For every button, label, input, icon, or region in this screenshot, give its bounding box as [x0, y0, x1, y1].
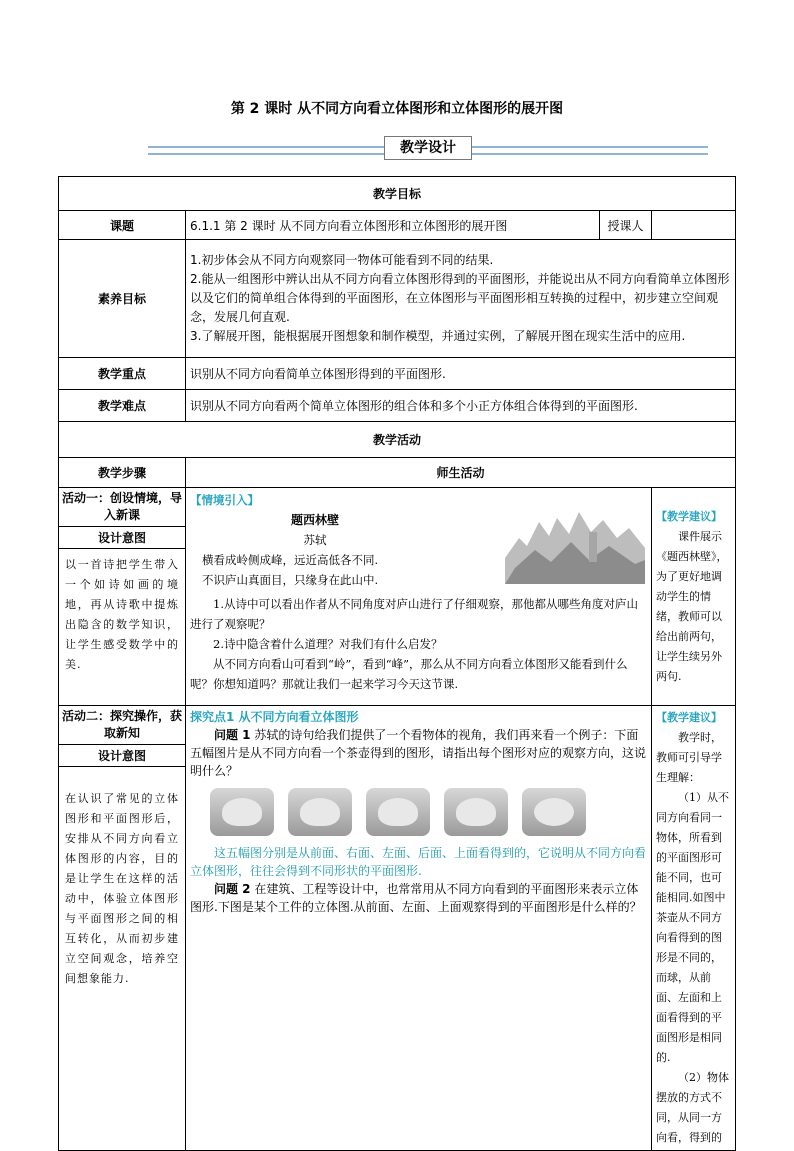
teapot-views: [210, 788, 647, 836]
teacher-label: 授课人: [600, 211, 652, 240]
poem-line: 横看成岭侧成峰，远近高低各不同.: [202, 553, 379, 567]
suggestion-tag: 【教学建议】: [656, 509, 722, 523]
key-point-value: 识别从不同方向看简单立体图形得到的平面图形.: [186, 358, 736, 390]
suggestion-text: 课件展示《题西林壁》，为了更好地调动学生的情绪，教师可以给出前两句，让学生续另外两句.: [656, 529, 728, 683]
suggestion-point-2: （2）物体摆放的方式不同，从同一方向看，得到的: [656, 1071, 729, 1144]
teapot-back-image: [444, 788, 508, 836]
content-label: 师生活动: [186, 458, 736, 488]
literacy-label: 素养目标: [59, 240, 186, 358]
question-3: 从不同方向看山可看到“岭”，看到“峰”，那么从不同方向看立体图形又能看到什么呢？你想知道吗？那就让我们一起来学习今天这节课.: [190, 657, 628, 691]
problem-2-text: 在建筑、工程等设计中，也常常用从不同方向看到的平面图形来表示立体图形.下图是某个工件的立体图.从前面、左面、上面观察得到的平面图形是什么样的？: [190, 882, 642, 914]
step-label: 教学步骤: [59, 458, 186, 488]
problem-1-text: 苏轼的诗句给我们提供了一个看物体的视角，我们再来看一个例子：下面五幅图片是从不同方向看一个茶壶得到的图形，请指出每个图形对应的观察方向，这说明什么？: [190, 728, 647, 778]
teapot-front-image: [210, 788, 274, 836]
page-title: 第 2 课时 从不同方向看立体图形和立体图形的展开图: [230, 101, 564, 117]
teapot-left-image: [366, 788, 430, 836]
question-1: 1.从诗中可以看出作者从不同角度对庐山进行了仔细观察，那他都从哪些角度对庐山进行了观察呢？: [190, 597, 638, 631]
section-banner: [148, 134, 708, 164]
literacy-goals: [186, 240, 736, 358]
suggestion-point-1: （1）从不同方向看同一物体，所看到的平面图形可能不同，也可能相同.如图中茶壶从不同方向看得到的图形是不同的，而球，从前面、左面和上面看得到的平面图形是相同的.: [656, 791, 729, 1064]
topic-label: 课题: [59, 211, 186, 240]
activity1-name: 活动一：创设情境，导入新课: [59, 488, 185, 527]
problem-2-label: 问题 2: [214, 882, 251, 896]
activity1-suggestion: [652, 488, 736, 706]
activity2-step: [59, 706, 186, 1151]
difficulty-value: 识别从不同方向看两个简单立体图形的组合体和多个小正方体组合体得到的平面图形.: [186, 390, 736, 422]
mountain-painting: [505, 498, 645, 584]
poem-author: 苏轼: [303, 533, 327, 547]
question-2: 2.诗中隐含着什么道理？对我们有什么启发？: [213, 637, 443, 651]
problem-1-label: 问题 1: [214, 728, 251, 742]
difficulty-label: 教学难点: [59, 390, 186, 422]
activity2-content: [186, 706, 652, 1151]
activity2-intent-label: 设计意图: [59, 745, 185, 767]
poem-line: 不识庐山真面目，只缘身在此山中.: [202, 573, 379, 587]
literacy-item: 3.了解展开图，能根据展开图想象和制作模型，并通过实例，了解展开图在现实生活中的应用.: [190, 329, 686, 343]
activity2-intent: 在认识了常见的立体图形和平面图形后，安排从不同方向看立体图形的内容，目的是让学生在这样的活动中，体验立体图形与平面图形之间的相互转化，从而初步建立空间观念，培养空间想象能力.: [65, 792, 179, 985]
lesson-plan-table: [58, 176, 736, 1151]
banner-label: 教学设计: [384, 136, 472, 160]
activity-header: 教学活动: [59, 422, 736, 458]
problem-1: [190, 726, 647, 780]
suggestion-intro: 教学时，教师可引导学生理解：: [656, 731, 722, 784]
literacy-item: 2.能从一组图形中辨认出从不同方向看立体图形得到的平面图形，并能说出从不同方向看简单立体图形以及它们的简单组合体得到的平面图形，在立体图形与平面图形相互转换的过程中，初步建立空间观念，发展几何直观.: [190, 272, 730, 324]
activity2-suggestion: [652, 706, 736, 1151]
activity1-content: [186, 488, 652, 706]
suggestion-tag: 【教学建议】: [656, 711, 722, 724]
activity1-step: [59, 488, 186, 706]
activity1-intent: 以一首诗把学生带入一个如诗如画的境地，再从诗歌中提炼出隐含的数学知识，让学生感受数学中的美.: [65, 558, 179, 671]
topic-value: 6.1.1 第 2 课时 从不同方向看立体图形和立体图形的展开图: [186, 211, 600, 240]
literacy-item: 1.初步体会从不同方向观察同一物体可能看到不同的结果.: [190, 253, 494, 267]
teapot-top-image: [522, 788, 586, 836]
key-point-label: 教学重点: [59, 358, 186, 390]
problem-1-answer: 这五幅图分别是从前面、右面、左面、后面、上面看得到的，它说明从不同方向看立体图形，往往会得到不同形状的平面图形.: [190, 846, 647, 878]
teapot-right-image: [288, 788, 352, 836]
problem-2: [190, 880, 647, 916]
activity2-name: 活动二：探究操作，获取新知: [59, 706, 185, 745]
poem-title: 题西林壁: [290, 513, 339, 527]
goals-header: 教学目标: [59, 177, 736, 211]
teacher-value: [652, 211, 736, 240]
activity1-intent-label: 设计意图: [59, 527, 185, 549]
situation-tag: 【情境引入】: [190, 493, 259, 507]
explore-point-title: 探究点1 从不同方向看立体图形: [190, 710, 359, 724]
